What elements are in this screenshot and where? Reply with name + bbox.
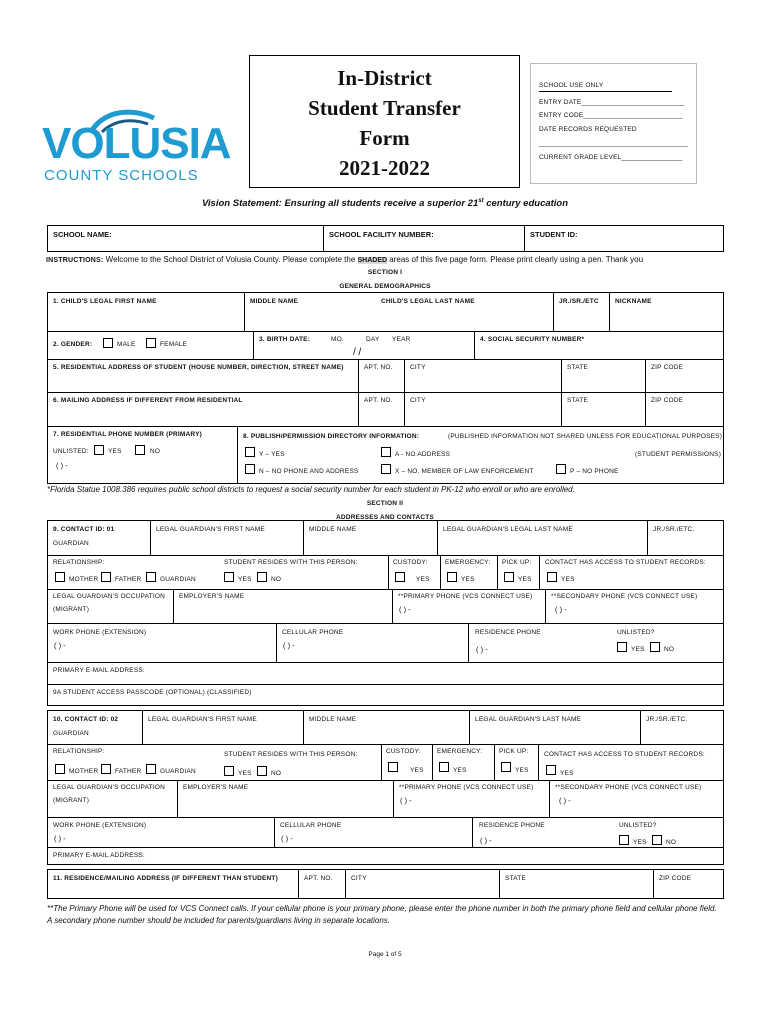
contact-2-pickup-checkbox[interactable]: [501, 762, 511, 772]
contact-1-emergency-checkbox[interactable]: [447, 572, 457, 582]
contact-2-res-phone-label: RESIDENCE PHONE: [479, 822, 545, 829]
demographics-grid: [47, 292, 724, 484]
residential-address-field[interactable]: 5. RESIDENTIAL ADDRESS OF STUDENT (HOUSE NUMBER, DIRECTION, STREET NAME): [53, 364, 344, 371]
residence-address-field[interactable]: 11. RESIDENCE/MAILING ADDRESS (IF DIFFERENT THAN STUDENT): [53, 875, 278, 882]
mail-state-field[interactable]: STATE: [567, 397, 588, 404]
contact-1-unlisted-label: UNLISTED?: [617, 629, 655, 636]
contact-2-employer-field[interactable]: EMPLOYER'S NAME: [183, 784, 249, 791]
contact-2-suffix-field[interactable]: JR./SR./ETC.: [646, 716, 688, 723]
contact-1-suffix-field[interactable]: JR./SR./ETC.: [653, 526, 695, 533]
contact-1-passcode-field[interactable]: 9A STUDENT ACCESS PASSCODE (OPTIONAL) (CLASSIFIED): [53, 689, 252, 696]
contact-1-primary-phone-input[interactable]: ( ) -: [399, 605, 411, 614]
publish-p-checkbox[interactable]: [556, 464, 566, 474]
publish-x-label: X – NO. MEMBER OF LAW ENFORCEMENT: [395, 468, 534, 475]
contact-1-primary-phone-label: **PRIMARY PHONE (VCS CONNECT USE): [398, 593, 533, 600]
contact-2-cell-phone-input[interactable]: ( ) -: [281, 834, 293, 843]
entry-code-field[interactable]: ENTRY CODE__________________________: [539, 112, 683, 119]
mail-city-field[interactable]: CITY: [410, 397, 426, 404]
phone-unlisted-no-label: NO: [150, 448, 161, 455]
contact-2-work-phone-input[interactable]: ( ) -: [54, 834, 66, 843]
contact-2-records-checkbox[interactable]: [546, 765, 556, 775]
contact-2-records-label: CONTACT HAS ACCESS TO STUDENT RECORDS:: [544, 751, 705, 758]
contact-1-first-name-field[interactable]: LEGAL GUARDIAN'S FIRST NAME: [156, 526, 265, 533]
logo-subtitle: COUNTY SCHOOLS: [44, 167, 199, 184]
contact-1-unlisted-no-label: NO: [664, 646, 675, 653]
contact-1-pickup-label: PICK UP:: [502, 559, 532, 566]
contact-2-primary-phone-label: **PRIMARY PHONE (VCS CONNECT USE): [399, 784, 534, 791]
publish-x-checkbox[interactable]: [381, 464, 391, 474]
contact-2-unlisted-label: UNLISTED?: [619, 822, 657, 829]
contact-1-occupation-field[interactable]: LEGAL GUARDIAN'S OCCUPATION: [53, 593, 165, 600]
records-blank-line[interactable]: _______________________________________: [539, 140, 688, 147]
contact-2-unlisted-no-label: NO: [666, 839, 677, 846]
contact-2-last-name-field[interactable]: LEGAL GUARDIAN'S LAST NAME: [475, 716, 582, 723]
contact-1-guardian-checkbox[interactable]: [146, 572, 156, 582]
publish-a-label: A - NO ADDRESS: [395, 451, 451, 458]
res-apt-field[interactable]: APT. NO.: [364, 364, 393, 371]
contact-1-id: 9. CONTACT ID: 01: [53, 526, 115, 533]
district-logo: [40, 108, 231, 188]
section-2-subtitle: ADDRESSES AND CONTACTS: [336, 514, 434, 521]
res-state-field[interactable]: STATE: [567, 364, 588, 371]
middle-name-field[interactable]: MIDDLE NAME: [250, 298, 299, 305]
vision-statement: Vision Statement: Ensuring all students receive a superior 21st century education: [201, 198, 569, 210]
contact-1-father-label: FATHER: [115, 576, 142, 583]
birth-year-label: YEAR: [392, 336, 411, 343]
contact-2-relationship-label: RELATIONSHIP:: [53, 748, 105, 755]
contact-2-father-label: FATHER: [115, 768, 142, 775]
contact-2-guardian-opt-label: GUARDIAN: [160, 768, 196, 775]
contact-1-email-field[interactable]: PRIMARY E-MAIL ADDRESS:: [53, 667, 145, 674]
contact-1-res-phone-input[interactable]: ( ) -: [476, 645, 488, 654]
contact-2-custody-yes: YES: [410, 767, 424, 774]
contact-2-records-yes: YES: [560, 770, 574, 777]
gender-label: 2. GENDER:: [53, 341, 93, 348]
residence-address-row: [47, 869, 724, 899]
contact-1-resides-label: STUDENT RESIDES WITH THIS PERSON:: [224, 559, 358, 566]
contact-1-resides-no-checkbox[interactable]: [257, 572, 267, 582]
contact-1-emergency-yes: YES: [461, 576, 475, 583]
contact-2-resides-no-checkbox[interactable]: [257, 766, 267, 776]
section-1-title: SECTION I: [367, 269, 403, 276]
form-title-line-3: Form: [359, 126, 410, 150]
contact-2-pickup-yes: YES: [515, 767, 529, 774]
contact-2-migrant-label: (MIGRANT): [53, 797, 90, 804]
residence-zip-field[interactable]: ZIP CODE: [659, 875, 692, 882]
contact-1-emergency-label: EMERGENCY:: [445, 559, 491, 566]
form-title-line-1: In-District: [337, 66, 432, 90]
first-name-field[interactable]: 1. CHILD'S LEGAL FIRST NAME: [53, 298, 157, 305]
contact-1-res-phone-label: RESIDENCE PHONE: [475, 629, 541, 636]
school-use-heading: SCHOOL USE ONLY: [539, 82, 604, 89]
birth-date-label: 3. BIRTH DATE:: [259, 336, 311, 343]
publish-n-label: N – NO PHONE AND ADDRESS: [259, 468, 359, 475]
contact-2-pickup-label: PICK UP:: [499, 748, 529, 755]
contact-2-resides-label: STUDENT RESIDES WITH THIS PERSON:: [224, 751, 358, 758]
contact-1-mother-checkbox[interactable]: [55, 572, 65, 582]
male-checkbox[interactable]: [103, 338, 113, 348]
contact-1-records-checkbox[interactable]: [547, 572, 557, 582]
contact-2-mother-checkbox[interactable]: [55, 764, 65, 774]
publish-n-checkbox[interactable]: [245, 464, 255, 474]
form-title-box: [249, 55, 520, 188]
form-title-line-4: 2021-2022: [339, 156, 430, 180]
birth-day-label: DAY: [366, 336, 380, 343]
contact-1-custody-label: CUSTODY:: [393, 559, 428, 566]
contact-1-cell-phone-input[interactable]: ( ) -: [283, 641, 295, 650]
contact-1-migrant-label: (MIGRANT): [53, 606, 90, 613]
contact-1-cell-phone-label: CELLULAR PHONE: [282, 629, 344, 636]
contact-1-custody-checkbox[interactable]: [395, 572, 405, 582]
contact-2-mother-label: MOTHER: [69, 768, 99, 775]
contact-1-custody-yes: YES: [416, 576, 430, 583]
contact-2-id: 10. CONTACT ID: 02: [53, 716, 119, 723]
contact-1-pickup-yes: YES: [518, 576, 532, 583]
publish-p-label: P – NO PHONE: [570, 468, 619, 475]
mail-apt-field[interactable]: APT. NO.: [364, 397, 393, 404]
residence-city-field[interactable]: CITY: [351, 875, 367, 882]
page-number: Page 1 of 5: [368, 951, 402, 958]
contact-1-guardian-opt-label: GUARDIAN: [160, 576, 196, 583]
contact-1-middle-name-field[interactable]: MIDDLE NAME: [309, 526, 357, 533]
contact-2-secondary-phone-label: **SECONDARY PHONE (VCS CONNECT USE): [555, 784, 702, 791]
contact-2-middle-name-field[interactable]: MIDDLE NAME: [309, 716, 357, 723]
contact-2-resides-no-label: NO: [271, 770, 282, 777]
ssn-footnote: *Florida Statue 1008.386 requires public school districts to request a social security number for each student in PK-12 who enroll or who are enrolled.: [47, 485, 575, 494]
contact-1-relationship-label: RELATIONSHIP:: [53, 559, 105, 566]
contact-1-guardian-label: GUARDIAN: [53, 540, 89, 547]
phone-unlisted-yes-label: YES: [108, 448, 122, 455]
form-title-line-2: Student Transfer: [308, 96, 461, 120]
phone-unlisted-no-checkbox[interactable]: [135, 445, 145, 455]
contact-2-unlisted-no-checkbox[interactable]: [652, 835, 662, 845]
instructions: INSTRUCTIONS: Welcome to the School District of Volusia County. Please complete the SHADED areas of this five page form. Please print clearly using a pen. Thank you: [46, 255, 644, 264]
birth-date-input[interactable]: / /: [353, 347, 362, 358]
logo-wordmark: VOLUSIA: [42, 119, 231, 168]
contact-2-work-phone-label: WORK PHONE (EXTENSION): [53, 822, 147, 829]
contact-1-records-yes: YES: [561, 576, 575, 583]
contact-2-resides-yes-checkbox[interactable]: [224, 766, 234, 776]
publish-a-checkbox[interactable]: [381, 447, 391, 457]
student-permissions-label: (STUDENT PERMISSIONS): [635, 451, 722, 458]
contact-2-unlisted-yes-checkbox[interactable]: [619, 835, 629, 845]
grade-level-field[interactable]: CURRENT GRADE LEVEL________________: [539, 154, 683, 161]
male-label: MALE: [117, 341, 136, 348]
contact-2-occupation-field[interactable]: LEGAL GUARDIAN'S OCCUPATION: [53, 784, 165, 791]
contact-2-custody-label: CUSTODY:: [386, 748, 421, 755]
mail-zip-field[interactable]: ZIP CODE: [651, 397, 684, 404]
contact-2-emergency-yes: YES: [453, 767, 467, 774]
nickname-field[interactable]: NICKNAME: [615, 298, 652, 305]
contact-2-resides-yes-label: YES: [238, 770, 252, 777]
contact-2-primary-phone-input[interactable]: ( ) -: [400, 796, 412, 805]
publish-note: (PUBLISHED INFORMATION NOT SHARED UNLESS FOR EDUCATIONAL PURPOSES): [448, 433, 723, 440]
phone-unlisted-label: UNLISTED:: [53, 448, 89, 455]
contact-1-mother-label: MOTHER: [69, 576, 99, 583]
suffix-field[interactable]: JR./SR./ETC: [559, 298, 599, 305]
contact-2-emergency-label: EMERGENCY:: [437, 748, 483, 755]
phone-unlisted-yes-checkbox[interactable]: [94, 445, 104, 455]
contact-2-unlisted-yes-label: YES: [633, 839, 647, 846]
contact-2-block: [47, 710, 724, 865]
school-use-box: [530, 63, 697, 184]
date-records-label: DATE RECORDS REQUESTED: [539, 126, 637, 133]
contact-1-pickup-checkbox[interactable]: [504, 572, 514, 582]
contact-2-guardian-label: GUARDIAN: [53, 730, 89, 737]
school-name-field[interactable]: SCHOOL NAME:: [53, 230, 112, 239]
birth-month-label: MO.: [331, 336, 344, 343]
mailing-address-field[interactable]: 6. MAILING ADDRESS IF DIFFERENT FROM RESIDENTIAL: [53, 397, 243, 404]
contact-2-email-field[interactable]: PRIMARY E-MAIL ADDRESS:: [53, 852, 145, 859]
contact-1-secondary-phone-input[interactable]: ( ) -: [555, 605, 567, 614]
contact-2-custody-checkbox[interactable]: [388, 762, 398, 772]
residence-apt-field[interactable]: APT. NO.: [304, 875, 333, 882]
contact-1-work-phone-input[interactable]: ( ) -: [54, 641, 66, 650]
contact-1-unlisted-yes-label: YES: [631, 646, 645, 653]
publish-y-checkbox[interactable]: [245, 447, 255, 457]
primary-phone-footnote: **The Primary Phone will be used for VCS Connect calls. If your cellular phone is your primary phone, please enter the phone number in both the primary phone field and cellular phone field. A secondary phone number should be included for parents/guardians living in separate locations.: [47, 904, 717, 925]
contact-2-first-name-field[interactable]: LEGAL GUARDIAN'S FIRST NAME: [148, 716, 257, 723]
contact-1-father-checkbox[interactable]: [101, 572, 111, 582]
residence-state-field[interactable]: STATE: [505, 875, 526, 882]
contact-1-records-label: CONTACT HAS ACCESS TO STUDENT RECORDS:: [545, 559, 706, 566]
contact-2-res-phone-input[interactable]: ( ) -: [480, 836, 492, 845]
shaded-label: SHADED: [357, 257, 388, 264]
entry-date-field[interactable]: ENTRY DATE___________________________: [539, 99, 685, 106]
contact-1-secondary-phone-label: **SECONDARY PHONE (VCS CONNECT USE): [551, 593, 698, 600]
female-checkbox[interactable]: [146, 338, 156, 348]
contact-1-resides-yes-checkbox[interactable]: [224, 572, 234, 582]
contact-2-guardian-checkbox[interactable]: [146, 764, 156, 774]
contact-1-resides-yes-label: YES: [238, 576, 252, 583]
school-facility-number-field[interactable]: SCHOOL FACILITY NUMBER:: [329, 230, 434, 239]
female-label: FEMALE: [160, 341, 188, 348]
contact-1-last-name-field[interactable]: LEGAL GUARDIAN'S LEGAL LAST NAME: [443, 526, 573, 533]
publish-directory-label: 8. PUBLISH/PERMISSION DIRECTORY INFORMATION:: [243, 433, 420, 440]
section-1-subtitle: GENERAL DEMOGRAPHICS: [339, 283, 431, 290]
contact-1-block: [47, 520, 724, 706]
contact-1-employer-field[interactable]: EMPLOYER'S NAME: [179, 593, 245, 600]
contact-2-secondary-phone-input[interactable]: ( ) -: [559, 796, 571, 805]
res-city-field[interactable]: CITY: [410, 364, 426, 371]
contact-2-cell-phone-label: CELLULAR PHONE: [280, 822, 342, 829]
contact-2-father-checkbox[interactable]: [101, 764, 111, 774]
publish-y-label: Y – YES: [259, 451, 285, 458]
school-info-row: [47, 225, 724, 252]
contact-1-work-phone-label: WORK PHONE (EXTENSION): [53, 629, 147, 636]
section-2-title: SECTION II: [366, 500, 404, 507]
student-id-field[interactable]: STUDENT ID:: [530, 230, 578, 239]
contact-1-unlisted-no-checkbox[interactable]: [650, 642, 660, 652]
contact-1-resides-no-label: NO: [271, 576, 282, 583]
last-name-field[interactable]: CHILD'S LEGAL LAST NAME: [381, 298, 475, 305]
res-zip-field[interactable]: ZIP CODE: [651, 364, 684, 371]
residential-phone-input[interactable]: ( ) -: [56, 461, 68, 470]
contact-2-emergency-checkbox[interactable]: [439, 762, 449, 772]
ssn-field[interactable]: 4. SOCIAL SECURITY NUMBER*: [480, 336, 585, 343]
contact-1-unlisted-yes-checkbox[interactable]: [617, 642, 627, 652]
residential-phone-label: 7. RESIDENTIAL PHONE NUMBER (PRIMARY): [53, 431, 202, 438]
